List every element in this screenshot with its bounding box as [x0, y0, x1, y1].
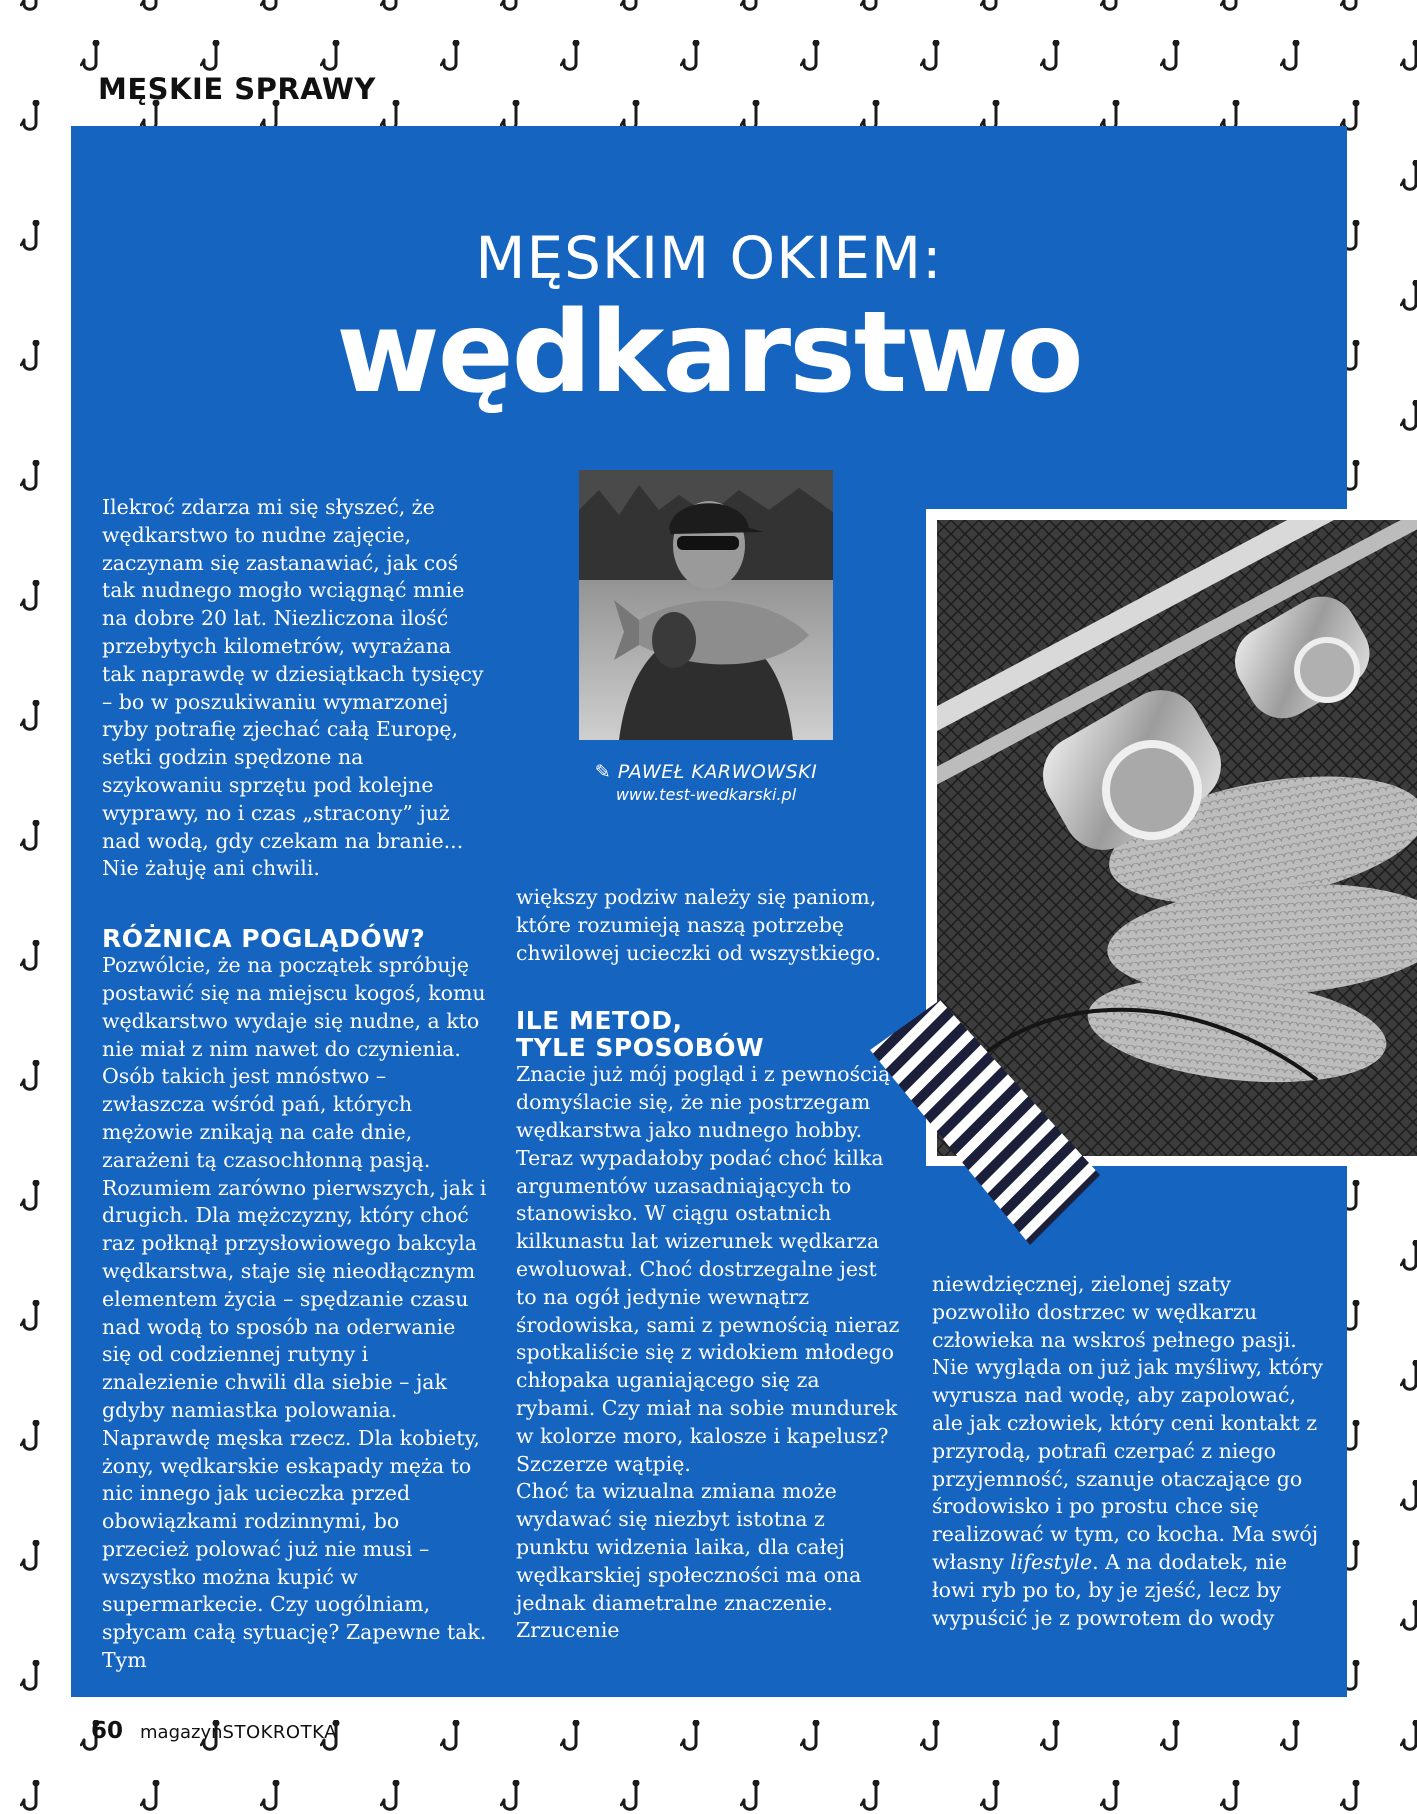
fish-hook-icon [1340, 0, 1366, 14]
body-paragraph-2: Znacie już mój pogląd i z pewnością domyślacie się, że nie postrzegam wędkarstwa jako nudnego hobby. Teraz wypadałoby podać choć kilka argumentów uzasadniających to stanowisko. W ciągu ostatnich kilkunastu lat wizerunek wędkarza ewoluował. Choć dostrzegalne jest to na ogół jedynie wewnątrz środowiska, sami z pewnością nieraz spotkaliście się z widokiem młodego chłopaka uganiającego się za rybami. Czy miał na sobie mundurek w kolorze moro, kalosze i kapelusz? Szczerze wątpię. [516, 1062, 900, 1476]
intro-paragraph: Ilekroć zdarza mi się słyszeć, że wędkarstwo to nudne zajęcie, zaczynam się zastanawiać, jak coś tak nudnego mogło wciągnąć mnie na dobre 20 lat. Niezliczona ilość przebytych kilometrów, wyrażana tak naprawdę w dziesiątkach tysięcy – bo w poszukiwaniu wymarzonej ryby potrafię zjechać całą Europę, setki godzin spędzone na szykowaniu sprzętu pod kolejne wyprawy, no i czas „stracony” już nad wodą, gdy czekam na branie... Nie żałuję ani chwili. [102, 495, 484, 881]
fish-hook-icon [620, 0, 646, 14]
fish-hook-icon [680, 40, 706, 74]
fish-hook-icon [1280, 40, 1306, 74]
fish-hook-icon [20, 1780, 46, 1814]
fish-hook-icon [1100, 0, 1126, 14]
fish-hook-icon [260, 1780, 286, 1814]
fish-hook-icon [20, 820, 46, 854]
fish-hook-icon [20, 580, 46, 614]
fish-hook-icon [980, 1780, 1006, 1814]
striped-decoration [870, 1000, 1100, 1245]
lifestyle-emphasis: lifestyle [1010, 1549, 1093, 1574]
text-column-3 [932, 1271, 1332, 1632]
author-portrait [579, 470, 833, 740]
fish-hook-icon [1400, 160, 1417, 194]
fish-hook-icon [500, 1780, 526, 1814]
fish-hook-icon [1400, 1720, 1417, 1754]
fish-hook-icon [20, 460, 46, 494]
fish-hook-icon [20, 1300, 46, 1334]
fish-hook-icon [1400, 280, 1417, 314]
fish-hook-icon [320, 40, 346, 74]
article-title-prefix: MĘSKIM OKIEM: [475, 224, 943, 292]
text-column-2 [516, 884, 902, 1645]
fish-hook-icon [20, 1180, 46, 1214]
fish-hook-icon [440, 40, 466, 74]
fish-hook-icon [560, 40, 586, 74]
fish-hook-icon [860, 1780, 886, 1814]
body-paragraph-1: Pozwólcie, że na początek spróbuję postawić się na miejscu kogoś, komu wędkarstwo wydaje się nudne, a kto nie miał z nim nawet do czynienia. Osób takich jest mnóstwo – zwłaszcza wśród pań, których mężowie znikają na całe dnie, zarażeni tą czasochłonną pasją. Rozumiem zarówno pierwszych, jak i drugich. Dla mężczyzny, który choć raz połknął przysłowiowego bakcyla wędkarstwa, staje się nieodłącznym elementem życia – spędzanie czasu nad wodą to sposób na oderwanie się od codziennej rutyny i znalezienie chwili dla siebie – jak gdyby namiastka polowania. Naprawdę męska rzecz. Dla kobiety, żony, wędkarskie eskapady męża to nic innego jak ucieczka przed obowiązkami rodzinnymi, bo przecież polować już nie musi – wszystko można kupić w supermarkecie. Czy uogólniam, spłycam całą sytuację? Zapewne tak. Tym [102, 953, 487, 1673]
fish-hook-icon [140, 0, 166, 14]
fish-hook-icon [1400, 40, 1417, 74]
fish-hook-icon [500, 0, 526, 14]
fish-hook-icon [1220, 0, 1246, 14]
fish-hook-icon [20, 1660, 46, 1694]
section-heading-methods [516, 1007, 902, 1061]
body-paragraph-4 [932, 1271, 1332, 1632]
fish-hook-icon [20, 340, 46, 374]
text-column-1 [102, 494, 488, 1675]
fish-hook-icon [1340, 1780, 1366, 1814]
fish-hook-icon [1040, 1720, 1066, 1754]
fish-hook-icon [920, 1720, 946, 1754]
section-label: MĘSKIE SPRAWY [98, 72, 376, 106]
page-number: 60 [91, 1718, 124, 1744]
author-name-text: PAWEŁ KARWOWSKI [617, 761, 818, 783]
column-3-text: niewdzięcznej, zielonej szaty pozwoliło dostrzec w wędkarzu człowieka na wskroś pełnego pasji. Nie wygląda on już jak myśliwy, który wyrusza nad wodę, aby zapolować, ale jak człowiek, który ceni kontakt z przyrodą, potrafi czerpać z niego przyjemność, szanuje otaczające go środowisko i po prostu chce się realizować w tym, co kocha. Ma swój własny [932, 1272, 1323, 1574]
heading-line-2: TYLE SPOSOBÓW [516, 1033, 765, 1063]
column-2-continuation: większy podziw należy się paniom, które rozumieją naszą potrzebę chwilowej ucieczki od wszystkiego. [516, 885, 882, 965]
fish-hook-icon [260, 0, 286, 14]
magazine-prefix: magazyn [140, 1722, 223, 1743]
fish-hook-icon [380, 0, 406, 14]
heading-line-1: ILE METOD, [516, 1006, 683, 1036]
fish-hook-icon [1040, 40, 1066, 74]
fish-hook-icon [1400, 1600, 1417, 1634]
fish-hook-icon [20, 940, 46, 974]
fish-hook-icon [440, 1720, 466, 1754]
fish-hook-icon [20, 700, 46, 734]
fish-hook-icon [860, 0, 886, 14]
fish-hook-icon [20, 1540, 46, 1574]
fish-hook-icon [920, 40, 946, 74]
fish-hook-icon [20, 1420, 46, 1454]
article-title: wędkarstwo [336, 288, 1082, 418]
section-heading-differences: RÓŻNICA POGLĄDÓW? [102, 924, 426, 954]
fish-hook-icon [1280, 1720, 1306, 1754]
fish-hook-icon [380, 1780, 406, 1814]
fish-hook-icon [20, 0, 46, 14]
fish-hook-icon [740, 1780, 766, 1814]
author-website: www.test-wedkarski.pl [615, 785, 797, 804]
fish-hook-icon [1400, 1480, 1417, 1514]
author-name: ✎ PAWEŁ KARWOWSKI [594, 761, 818, 783]
fish-hook-icon [980, 0, 1006, 14]
column-3-text-end: . A na dodatek, nie łowi ryb po to, by je zjeść, lecz by wypuścić je z powrotem do wody [932, 1549, 1287, 1630]
fish-hook-icon [1220, 1780, 1246, 1814]
fish-hook-icon [1400, 1360, 1417, 1394]
fish-hook-icon [200, 40, 226, 74]
fish-hook-icon [800, 1720, 826, 1754]
fish-hook-icon [1100, 1780, 1126, 1814]
fish-hook-icon [20, 220, 46, 254]
fish-hook-icon [560, 1720, 586, 1754]
fish-hook-icon [140, 1780, 166, 1814]
fish-hook-icon [1160, 40, 1186, 74]
fish-hook-icon [740, 0, 766, 14]
fish-hook-icon [1160, 1720, 1186, 1754]
fish-hook-icon [20, 1060, 46, 1094]
magazine-name: STOKROTKA [222, 1722, 337, 1743]
fish-hook-icon [20, 100, 46, 134]
fish-hook-icon [1400, 1240, 1417, 1274]
author-credit [560, 760, 852, 806]
fish-hook-icon [800, 40, 826, 74]
body-paragraph-3: Choć ta wizualna zmiana może wydawać się niezbyt istotna z punktu widzenia laika, dla całej wędkarskiej społeczności ma ona jednak diametralne znaczenie. Zrzucenie [516, 1479, 862, 1643]
fish-hook-icon [620, 1780, 646, 1814]
fish-hook-icon [680, 1720, 706, 1754]
fish-hook-icon [1400, 400, 1417, 434]
magazine-logo [140, 1722, 337, 1743]
fish-hook-icon [80, 40, 106, 74]
